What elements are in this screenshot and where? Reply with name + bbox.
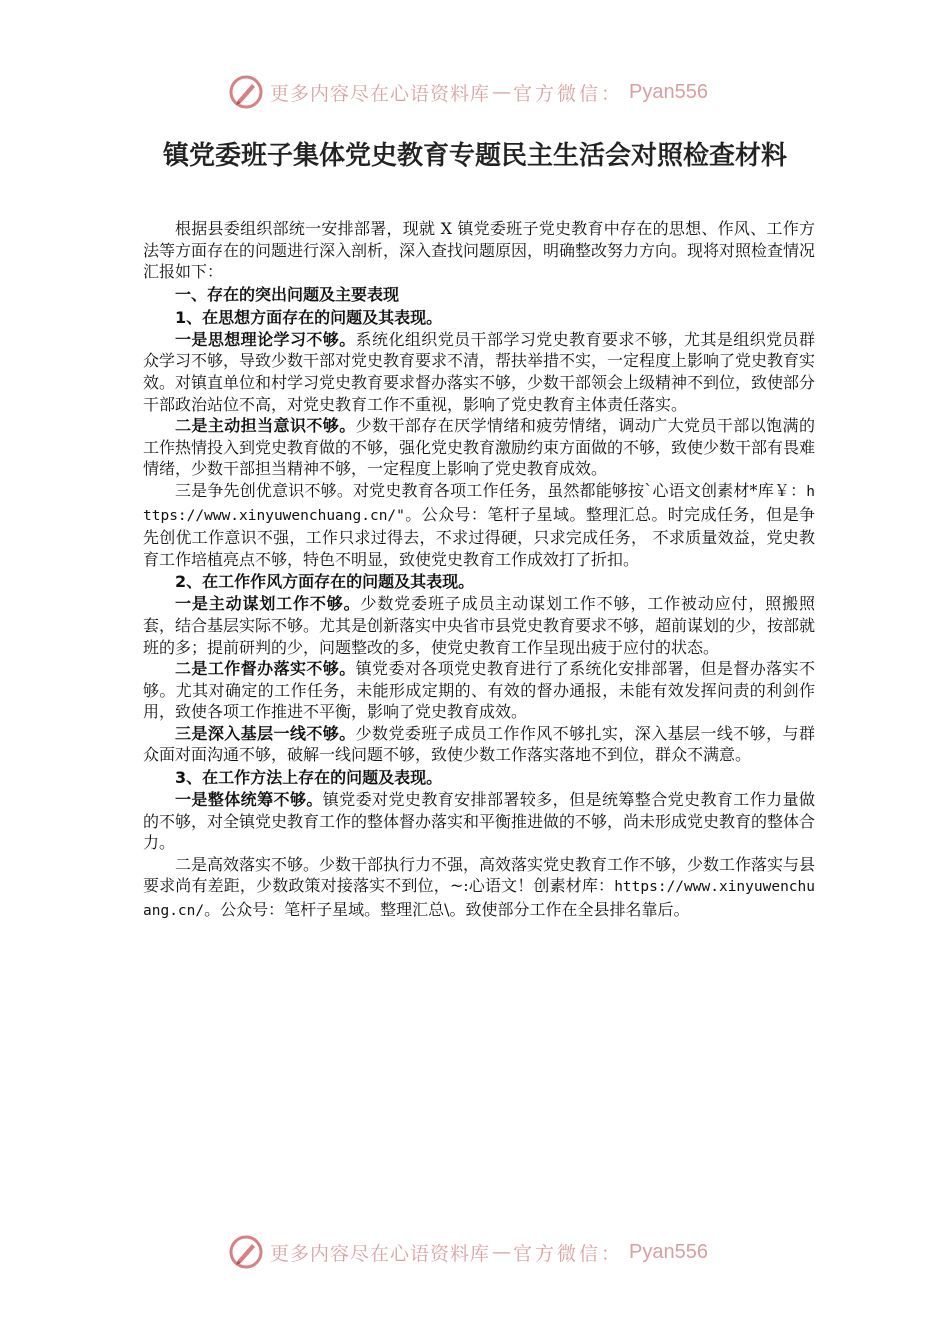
subsection-heading-1: 1、在思想方面存在的问题及其表现。	[175, 307, 443, 327]
paragraph-4	[143, 593, 815, 658]
intro-paragraph: 根据县委组织部统一安排部署，现就 X 镇党委班子党史教育中存在的思想、作风、工作方法等方面存在的问题进行深入剖析，深入查找问题原因，明确整改努力方向。现将对照检查情况汇报如下：	[143, 219, 816, 282]
banner-wechat-label: 官方微信：	[513, 1242, 624, 1265]
paragraph-1-lead: 一是思想理论学习不够。	[175, 329, 356, 349]
banner-wechat-label: 官方微信：	[513, 82, 624, 105]
paragraph-5	[143, 658, 815, 723]
paragraph-8-part-a: 二是高效落实不够。少数干部执行力不强，高效落实党史教育工作不够，少数工作落实与县要求尚有差距，少数政策对接落实不到位，~:心语文！创素材库：	[143, 854, 816, 896]
paragraph-8	[143, 854, 815, 923]
paragraph-3-url: https://www.xinyuwenchuang.cn/"	[143, 483, 815, 524]
paragraph-6-text: 少数党委班子成员工作作风不够扎实，深入基层一线不够，与群众面对面沟通不够，破解一线问题不够，致使少数工作落实落地不到位，群众不满意。	[143, 723, 815, 765]
banner-main-text: 更多内容尽在心语资料库	[270, 82, 491, 105]
paragraph-5-text: 镇党委对各项党史教育进行了系统化安排部署，但是督办落实不够。尤其对确定的工作任务，未能形成定期的、有效的督办通报，未能有效发挥问责的利剑作用，致使各项工作推进不平衡，影响了党史教育成效。	[143, 659, 815, 722]
banner-wechat-id: Pyan556	[629, 1240, 708, 1263]
banner-dash: —	[492, 81, 512, 103]
document-body	[143, 218, 815, 923]
paragraph-5-lead: 二是工作督办落实不够。	[175, 659, 356, 679]
paragraph-6	[143, 723, 815, 766]
paragraph-1	[143, 329, 815, 415]
paragraph-6-lead: 三是深入基层一线不够。	[175, 723, 356, 743]
paragraph-2-lead: 二是主动担当意识不够。	[175, 416, 356, 436]
footer-watermark-banner	[228, 1232, 748, 1272]
paragraph-1-text: 系统化组织党员干部学习党史教育要求不够，尤其是组织党员群众学习不够，导致少数干部对党史教育要求不清，帮扶举措不实，一定程度上影响了党史教育实效。对镇直单位和村学习党史教育要求督办落实不够，少数干部领会上级精神不到位，致使部分干部政治站位不高，对党史教育工作不重视，影响了党史教育主体责任落实。	[143, 329, 816, 414]
paragraph-3-part-a: 三是争先创优意识不够。对党史教育各项工作任务，虽然都能够按`心语文创素材*库￥：	[175, 480, 807, 500]
paragraph-2	[143, 415, 815, 480]
paragraph-3	[143, 480, 815, 570]
paragraph-2-text: 少数干部存在厌学情绪和疲劳情绪，调动广大党员干部以饱满的工作热情投入到党史教育做的不够，强化党史教育激励约束方面做的不够，致使少数干部有畏难情绪，少数干部担当精神不够，一定程度上影响了党史教育成效。	[143, 416, 816, 479]
paragraph-8-url: https://www.xinyuwenchuang.cn/	[143, 879, 815, 920]
section-heading-1: 一、存在的突出问题及主要表现	[175, 284, 400, 304]
subsection-heading-3: 3、在工作方法上存在的问题及表现。	[175, 768, 443, 788]
paragraph-4-text: 少数党委班子成员主动谋划工作不够，工作被动应付，照搬照套，结合基层实际不够。尤其是创新落实中央省市县党史教育要求不够，超前谋划的少，按部就班的多；提前研判的少，问题整改的多，使党史教育工作呈现出疲于应付的状态。	[143, 594, 816, 657]
paragraph-7	[143, 789, 815, 854]
banner-dash: —	[492, 1241, 512, 1263]
banner-wechat-id: Pyan556	[629, 80, 708, 103]
banner-main-text: 更多内容尽在心语资料库	[270, 1242, 491, 1265]
paragraph-3-part-b: 。公众号：笔杆子星域。整理汇总。时完成任务，但是争先创优工作意识不强，工作只求过得去，不求过得硬，只求完成任务， 不求质量效益，党史教育工作培植亮点不够，特色不明显，致使党史教育工作成效打了折扣。	[143, 504, 815, 569]
paragraph-4-lead: 一是主动谋划工作不够。	[175, 594, 361, 614]
document-title: 镇党委班子集体党史教育专题民主生活会对照检查材料	[162, 141, 787, 171]
pen-logo-icon	[228, 1234, 264, 1270]
paragraph-8-part-b: 。公众号：笔杆子星域。整理汇总\。致使部分工作在全县排名靠后。	[204, 900, 690, 920]
pen-logo-icon	[228, 74, 264, 110]
paragraph-7-lead: 一是整体统筹不够。	[175, 790, 323, 810]
header-watermark-banner	[228, 72, 748, 112]
paragraph-7-text: 镇党委对党史教育安排部署较多，但是统筹整合党史教育工作力量做的不够，对全镇党史教育工作的整体督办落实和平衡推进做的不够，尚未形成党史教育的整体合力。	[143, 790, 816, 853]
subsection-heading-2: 2、在工作作风方面存在的问题及其表现。	[175, 572, 475, 592]
